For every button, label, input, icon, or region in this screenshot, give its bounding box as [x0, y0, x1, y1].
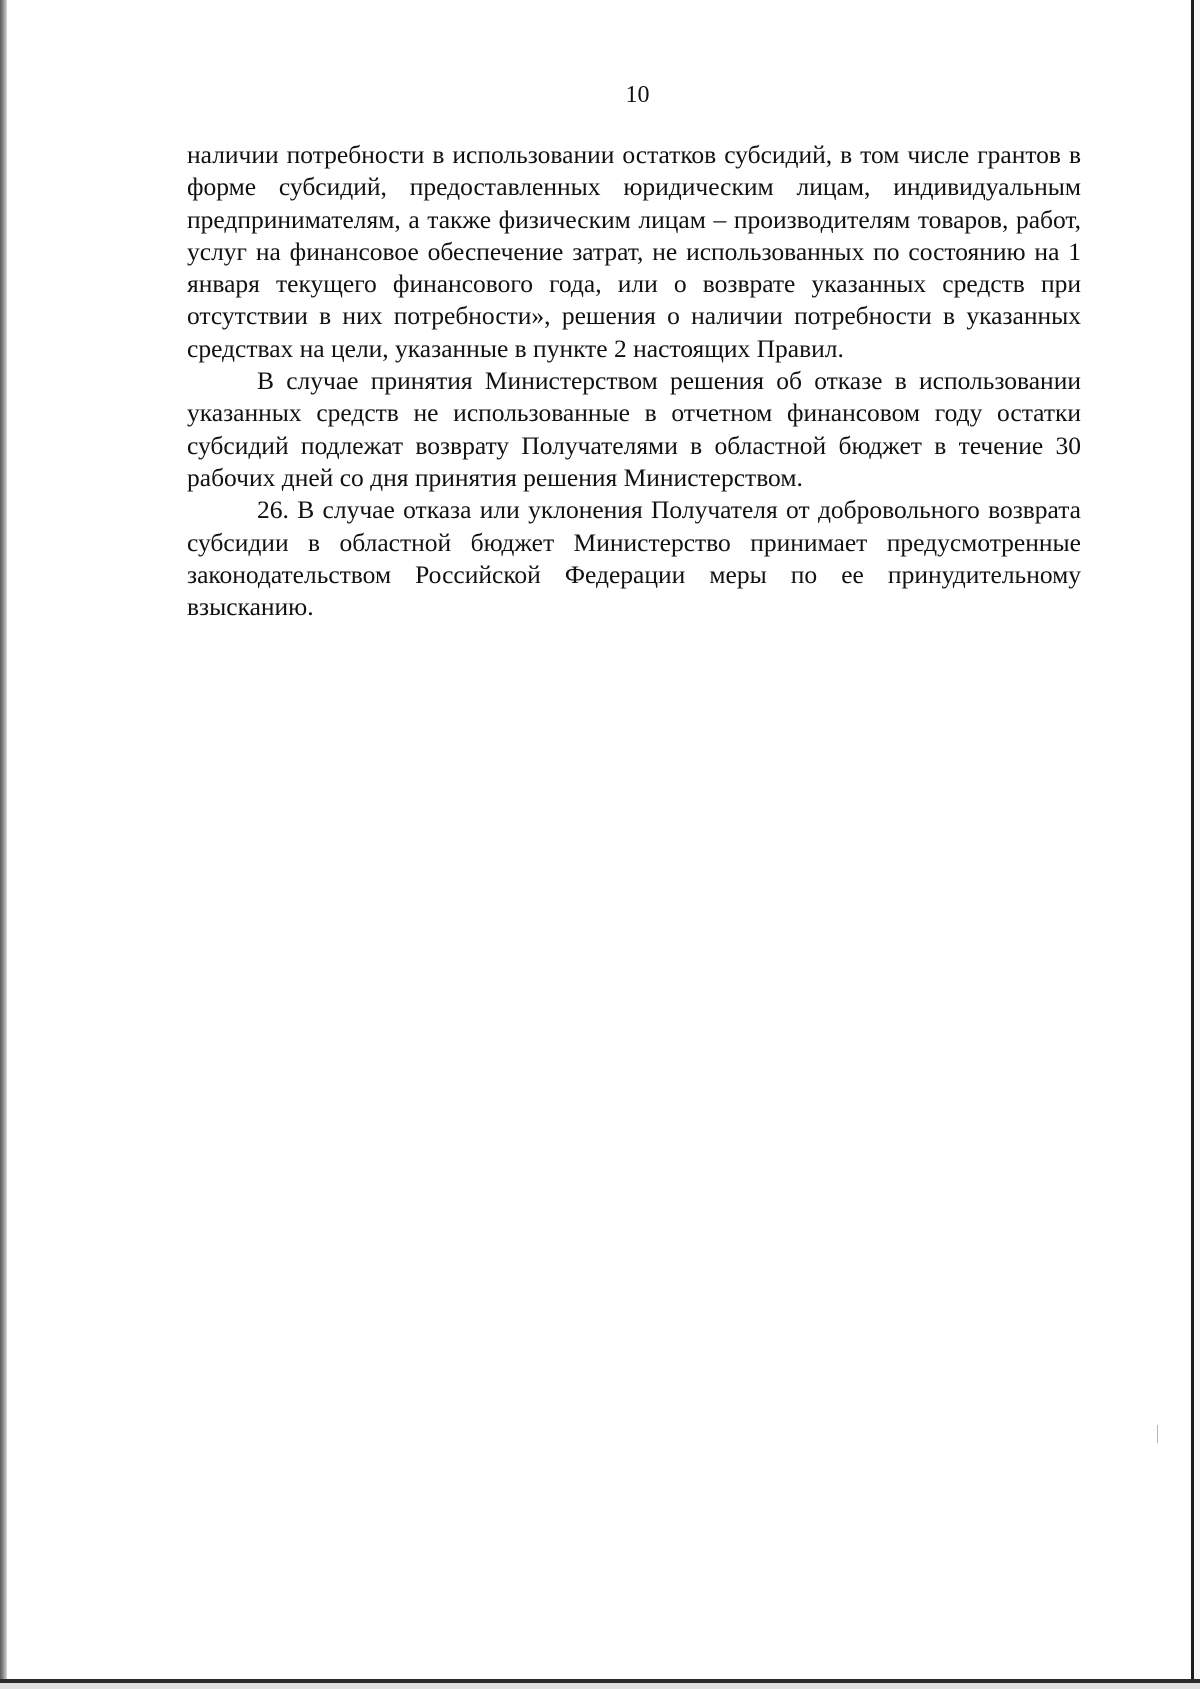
scan-bottom-margin	[0, 1683, 1200, 1689]
scan-bottom-edge	[0, 1679, 1200, 1683]
paragraph-continuation: наличии потребности в использовании остатков субсидий, в том числе грантов в форме субсидий, предоставленных юридическим лицам, индивидуальным предпринимателям, а также физическим лицам – производителям товаров, работ, услуг на финансовое обеспечение затрат, не использованных по состоянию на 1 января текущего финансового года, или о возврате указанных средств при отсутствии в них потребности», решения о наличии потребности в указанных средствах на цели, указанные в пункте 2 настоящих Правил.	[187, 140, 1081, 363]
scan-left-edge	[0, 0, 7, 1689]
paragraph-refusal-return: В случае принятия Министерством решения об отказе в использовании указанных средств не использованные в отчетном финансовом году остатки субсидий подлежат возврату Получателями в областной бюджет в течение 30 рабочих дней со дня принятия решения Министерством.	[187, 366, 1081, 492]
scan-speck	[1157, 1425, 1158, 1443]
paragraph-item-26: 26. В случае отказа или уклонения Получателя от добровольного возврата субсидии в областной бюджет Министерство принимает предусмотренные законодательством Российской Федерации меры по ее принудительному взысканию.	[187, 495, 1081, 622]
scan-right-margin	[1194, 0, 1200, 1689]
document-body	[187, 139, 1081, 623]
page-number: 10	[625, 82, 650, 108]
scan-right-edge	[1191, 0, 1194, 1689]
